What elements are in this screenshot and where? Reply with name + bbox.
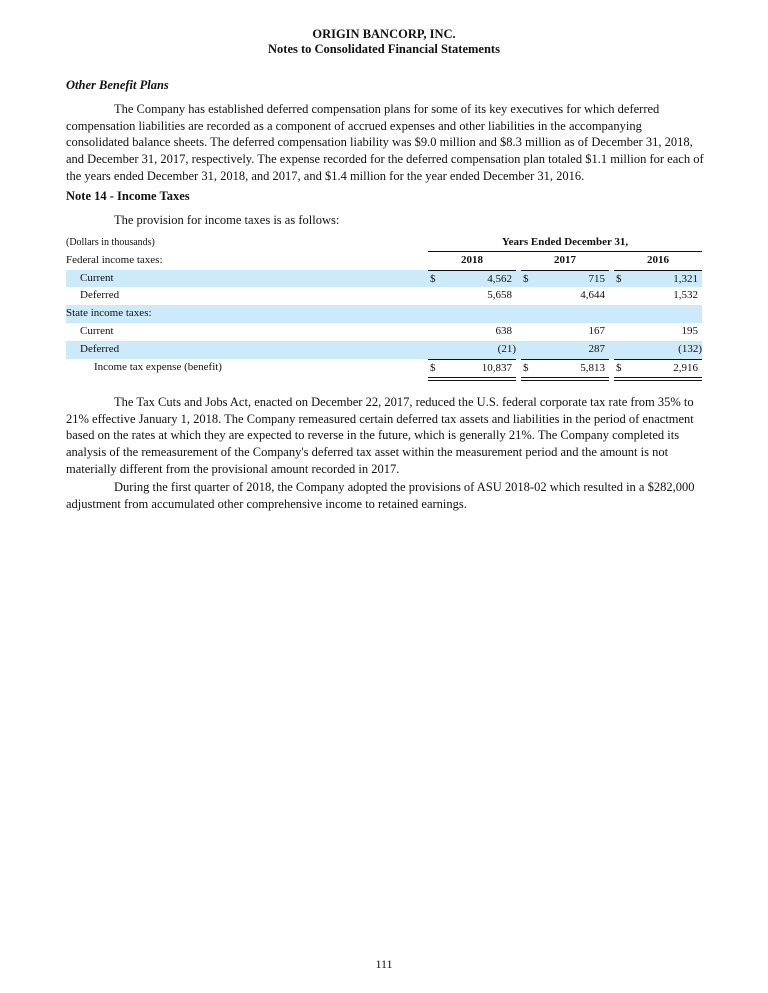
asu-paragraph: During the first quarter of 2018, the Company adopted the provisions of ASU 2018-02 which resulted in a $282,000 adjustment from accumulated other comprehensive income to retained earnings. <box>66 480 695 511</box>
page-header <box>0 27 768 57</box>
income-tax-table <box>66 234 702 376</box>
table-row-total: Income tax expense (benefit) $ 10,837 $ 5,813 $ 2,916 <box>66 359 702 377</box>
year-header-2018: 2018 <box>461 253 483 266</box>
page-subtitle: Notes to Consolidated Financial Statements <box>268 42 500 56</box>
page-number: 111 <box>375 957 393 971</box>
year-header-2017: 2017 <box>554 253 576 266</box>
row-label: Deferred <box>80 289 120 302</box>
row-label: Current <box>80 324 114 337</box>
table-row <box>66 252 702 270</box>
note-14-title: Note 14 - Income Taxes <box>66 189 190 203</box>
row-label: Deferred <box>80 342 120 355</box>
row-label: Income tax expense (benefit) <box>94 360 222 373</box>
note-14-intro: The provision for income taxes is as follows: <box>114 213 340 227</box>
row-label: Federal income taxes: <box>66 253 163 266</box>
table-row <box>66 305 702 323</box>
period-header: Years Ended December 31, <box>501 236 629 248</box>
other-benefit-plans-paragraph: The Company has established deferred compensation plans for some of its key executives for which deferred compensation liabilities are recorded as a component of accrued expenses and other liabilities in the accompanying consolidated balance sheets. The deferred compensation liability was $9.0 million and $8.3 million as of December 31, 2018, and December 31, 2017, respectively. The expense recorded for the deferred compensation plan totaled $1.1 million for each of the years ended December 31, 2018, and 2017, and $1.4 million for the year ended December 31, 2016. <box>66 102 704 183</box>
year-header-2016: 2016 <box>647 253 669 266</box>
row-label: State income taxes: <box>66 307 152 320</box>
company-name: ORIGIN BANCORP, INC. <box>312 27 456 41</box>
table-header-units-row <box>66 234 702 252</box>
tax-cuts-paragraph: The Tax Cuts and Jobs Act, enacted on December 22, 2017, reduced the U.S. federal corporate tax rate from 35% to 21% effective January 1, 2018. The Company remeasured certain deferred tax assets and liabilities in the period of enactment based on the rates at which they are expected to reverse in the future, which is generally 21%. The Company completed its analysis of the remeasurement of the Company's deferred tax asset within the measurement period and the amount is not materially different from the provisional amount recorded in 2017. <box>66 395 694 476</box>
units-label: (Dollars in thousands) <box>66 237 155 248</box>
row-label: Current <box>80 271 114 284</box>
double-underline <box>428 377 516 381</box>
double-underline <box>521 377 609 381</box>
table-row: Current 638 167 195 <box>66 323 702 341</box>
table-row: Deferred (21) 287 (132) <box>66 341 702 359</box>
double-underline <box>614 377 702 381</box>
table-row: Deferred 5,658 4,644 1,532 <box>66 287 702 305</box>
section-title-other-benefit-plans: Other Benefit Plans <box>66 78 169 92</box>
table-row: Current $ 4,562 $ 715 $ 1,321 <box>66 270 702 288</box>
